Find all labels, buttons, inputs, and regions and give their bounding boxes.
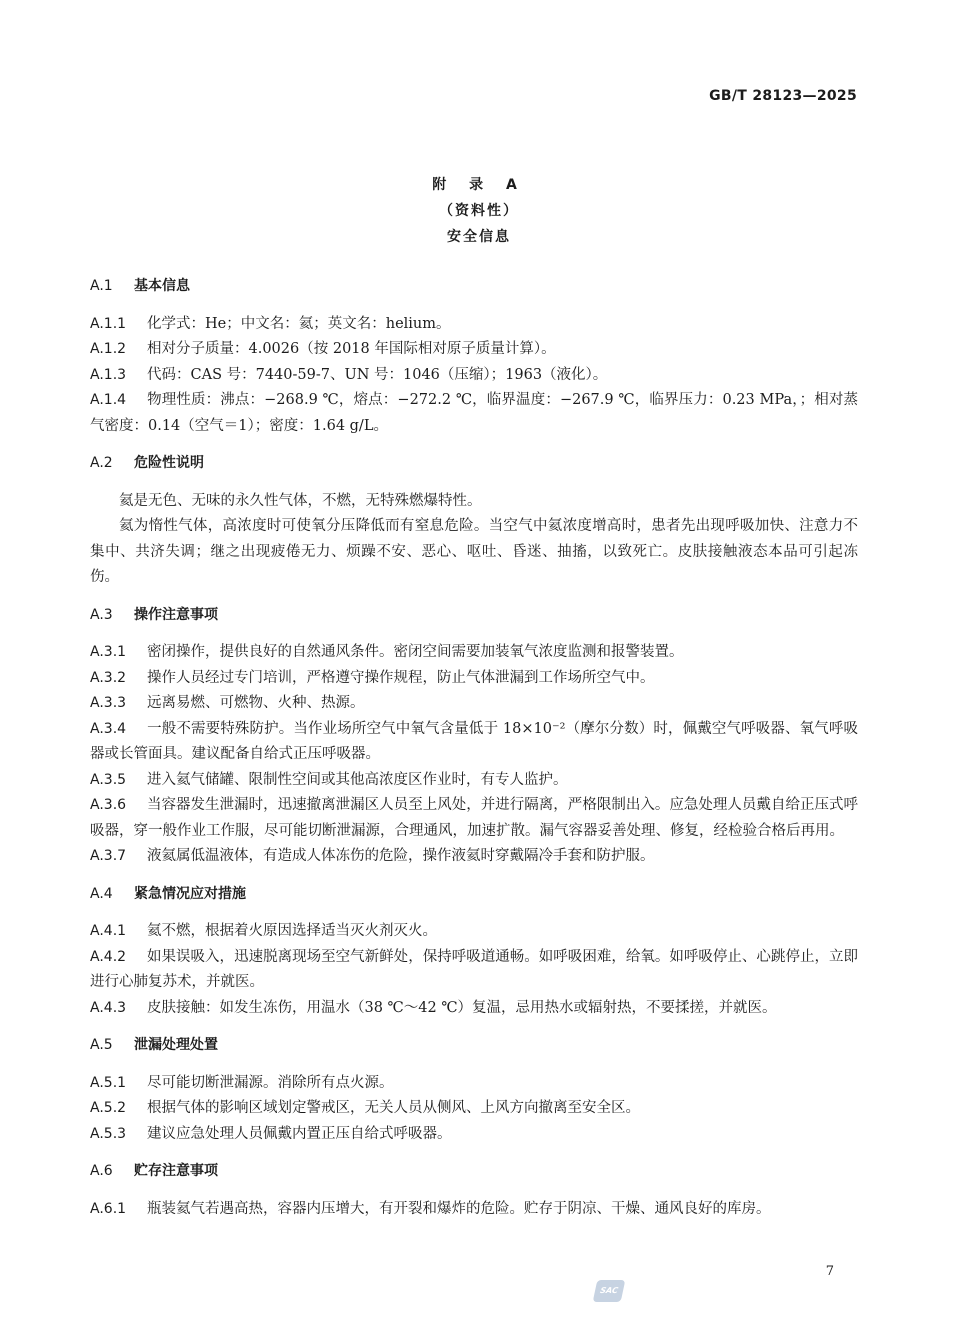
clause-text: 进入氦气储罐、限制性空间或其他高浓度区作业时，有专人监护。: [147, 771, 568, 788]
section-heading: [90, 603, 858, 629]
section-number: A.1: [90, 278, 113, 294]
paragraph: 氦是无色、无味的永久性气体，不燃，无特殊燃爆特性。: [119, 492, 482, 509]
clause-text: 操作人员经过专门培训，严格遵守操作规程，防止气体泄漏到工作场所空气中。: [147, 669, 655, 686]
clause-text: 皮肤接触：如发生冻伤，用温水（38 ℃～42 ℃）复温，忌用热水或辐射热，不要揉搓，并就医。: [147, 999, 777, 1016]
clause-text: 密闭操作，提供良好的自然通风条件。密闭空间需要加装氧气浓度监测和报警装置。: [147, 644, 684, 660]
clause-number: A.4.2: [90, 948, 127, 965]
section-number: A.4: [90, 885, 113, 902]
clause-number: A.5.2: [90, 1100, 127, 1116]
clause-number: A.4.3: [90, 999, 127, 1016]
clause: [90, 1096, 858, 1122]
clause: [90, 717, 858, 768]
section-heading: [90, 1159, 858, 1185]
clause-text: 尽可能切断泄漏源。消除所有点火源。: [147, 1074, 394, 1091]
clause: [90, 363, 858, 389]
clause-number: A.3.6: [90, 797, 127, 813]
clause: [90, 996, 858, 1022]
clause: [90, 691, 858, 717]
clause: [90, 1071, 858, 1097]
section-heading: [90, 451, 858, 477]
section-title: 基本信息: [134, 278, 190, 294]
clause-text: 液氦属低温液体，有造成人体冻伤的危险，操作液氦时穿戴隔冷手套和防护服。: [147, 848, 655, 864]
clause-text: 物理性质：沸点：−268.9 ℃，熔点：−272.2 ℃，临界温度：−267.9 ℃，临界压力：0.23 MPa，；相对蒸气密度：0.14（空气＝1）；密度：1.64 g/L。: [90, 392, 858, 434]
clause: [90, 1197, 858, 1223]
page-number: 7: [825, 1264, 834, 1279]
clause-text: 当容器发生泄漏时，迅速撤离泄漏区人员至上风处，并进行隔离，严格限制出入。应急处理人员戴自给正压式呼吸器，穿一般作业工作服，尽可能切断泄漏源，合理通风，加速扩散。漏气容器妥善处理、修复，经检验合格后再用。: [90, 797, 858, 839]
section-title: 贮存注意事项: [134, 1163, 218, 1179]
clause-text: 建议应急处理人员佩戴内置正压自给式呼吸器。: [147, 1125, 452, 1142]
section-title: 操作注意事项: [134, 606, 218, 623]
annex-subject: 安全信息: [447, 229, 511, 245]
sac-logo-icon: SAC: [593, 1280, 626, 1302]
clause-number: A.3.3: [90, 695, 127, 711]
section-number: A.5: [90, 1037, 113, 1053]
paragraph: 氦为惰性气体，高浓度时可使氧分压降低而有窒息危险。当空气中氦浓度增高时，患者先出现呼吸加快、注意力不集中、共济失调；继之出现疲倦无力、烦躁不安、恶心、呕吐、昏迷、抽搐，以致死亡。皮肤接触液态本品可引起冻伤。: [90, 518, 858, 585]
clause-text: 氦不燃，根据着火原因选择适当灭火剂灭火。: [147, 923, 437, 939]
clause-text: 远离易燃、可燃物、火种、热源。: [147, 695, 365, 711]
clause: [90, 844, 858, 870]
clause-number: A.5.1: [90, 1074, 127, 1091]
clause-text: 瓶装氦气若遇高热，容器内压增大，有开裂和爆炸的危险。贮存于阴凉、干燥、通风良好的库房。: [147, 1200, 771, 1217]
clause-number: A.1.1: [90, 315, 127, 332]
clause-text: 相对分子质量：4.0026（按 2018 年国际相对原子质量计算）。: [147, 341, 556, 357]
section-heading: [90, 1033, 858, 1059]
clause-number: A.4.1: [90, 923, 127, 939]
clause-number: A.3.7: [90, 848, 127, 864]
section-heading: [90, 274, 858, 300]
clause-number: A.3.2: [90, 669, 127, 686]
clause: [90, 768, 858, 794]
clause-number: A.1.3: [90, 366, 127, 383]
section-heading: [90, 882, 858, 908]
annex-type: （资料性）: [439, 203, 519, 219]
clause-number: A.6.1: [90, 1200, 127, 1217]
annex-body: [90, 274, 858, 1222]
clause: [90, 337, 858, 363]
section-title: 紧急情况应对措施: [134, 885, 246, 902]
clause: [90, 312, 858, 338]
clause-text: 一般不需要特殊防护。当作业场所空气中氧气含量低于 18×10⁻²（摩尔分数）时，佩戴空气呼吸器、氧气呼吸器或长管面具。建议配备自给式正压呼吸器。: [90, 720, 858, 762]
clause-number: A.5.3: [90, 1125, 127, 1142]
clause-number: A.3.1: [90, 644, 127, 660]
section-number: A.2: [90, 455, 113, 471]
clause: [90, 666, 858, 692]
section-title: 危险性说明: [134, 455, 204, 471]
clause: [90, 1122, 858, 1148]
clause-text: 化学式：He；中文名：氦；英文名：helium。: [147, 315, 451, 332]
clause: [90, 793, 858, 844]
clause: [90, 919, 858, 945]
section-title: 泄漏处理处置: [134, 1037, 218, 1053]
clause-text: 代码：CAS 号：7440-59-7、UN 号：1046（压缩）；1963（液化）。: [147, 366, 608, 383]
clause-number: A.3.5: [90, 771, 127, 788]
section-number: A.6: [90, 1163, 113, 1179]
section-number: A.3: [90, 606, 113, 623]
clause-number: A.3.4: [90, 720, 127, 737]
clause-number: A.1.4: [90, 392, 127, 408]
clause-number: A.1.2: [90, 341, 127, 357]
clause: [90, 945, 858, 996]
clause-text: 如果误吸入，迅速脱离现场至空气新鲜处，保持呼吸道通畅。如呼吸困难，给氧。如呼吸停止、心跳停止，立即进行心肺复苏术，并就医。: [90, 948, 858, 990]
annex-title: 附 录 A: [432, 177, 526, 193]
clause: [90, 388, 858, 439]
standard-number: GB/T 28123—2025: [709, 88, 857, 104]
clause-text: 根据气体的影响区域划定警戒区，无关人员从侧风、上风方向撤离至安全区。: [147, 1100, 640, 1116]
clause: [90, 640, 858, 666]
